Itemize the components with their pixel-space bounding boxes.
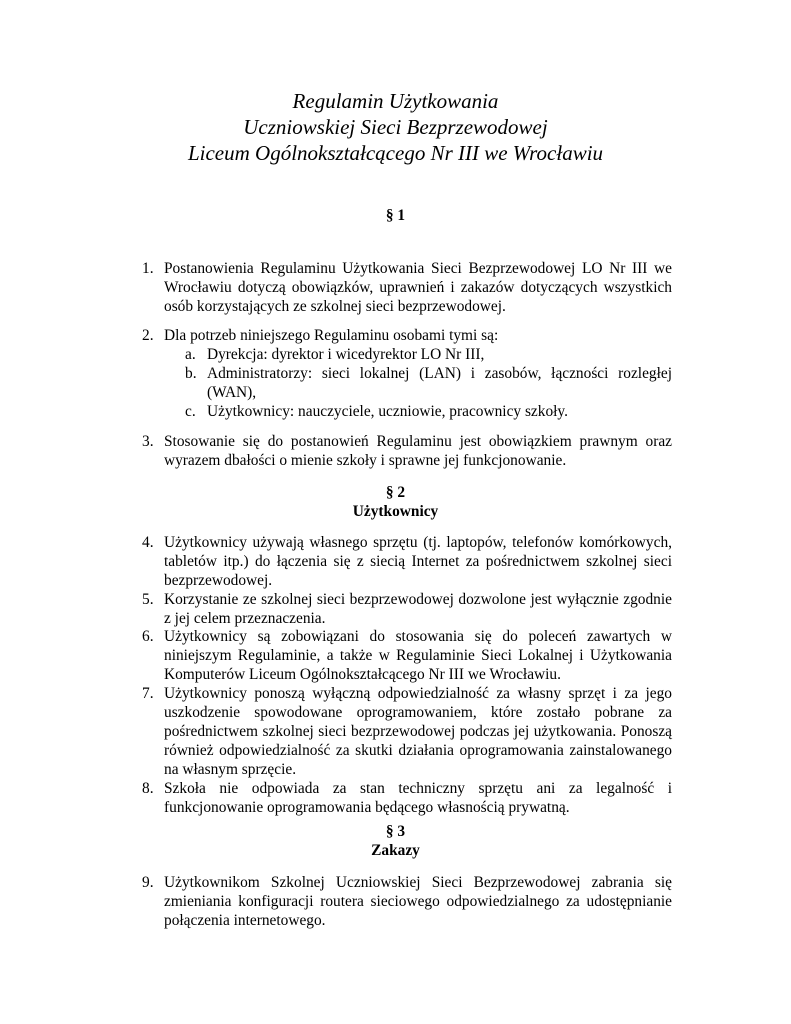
- sub-item-letter: c.: [185, 403, 196, 420]
- sub-item-a: [185, 345, 672, 364]
- title-line-1: Regulamin Użytkowania: [292, 89, 499, 113]
- item-text: Stosowanie się do postanowień Regulaminu jest obowiązkiem prawnym oraz wyrazem dbałości o mienie szkoły i sprawne jej funkcjonowanie.: [164, 433, 672, 469]
- section-3-subtitle: Zakazy: [371, 842, 420, 859]
- section-2-subtitle: Użytkownicy: [352, 503, 439, 520]
- section-2-heading: § 2: [385, 484, 406, 501]
- item-text: Dla potrzeb niniejszego Regulaminu osobami tymi są:: [164, 327, 499, 344]
- sub-item-letter: a.: [185, 346, 196, 363]
- item-text: Użytkownikom Szkolnej Uczniowskiej Sieci Bezprzewodowej zabrania się zmieniania konfiguracji routera sieciowego odpowiedzialnego za udostępnianie połączenia internetowego.: [164, 874, 672, 929]
- sub-item-text: Dyrekcja: dyrektor i wicedyrektor LO Nr III,: [207, 346, 485, 363]
- item-number: 7.: [142, 685, 154, 702]
- item-number: 4.: [142, 534, 154, 551]
- title-line-2: Uczniowskiej Sieci Bezprzewodowej: [243, 115, 548, 139]
- list-item-8: [142, 779, 672, 817]
- section-3-heading: § 3: [385, 823, 406, 840]
- list-item-9: [142, 873, 672, 930]
- sub-item-text: Administratorzy: sieci lokalnej (LAN) i zasobów, łączności rozległej (WAN),: [207, 365, 672, 401]
- list-item-6: [142, 627, 672, 684]
- list-item-7: [142, 684, 672, 779]
- sub-item-letter: b.: [185, 365, 197, 382]
- item-number: 1.: [142, 260, 154, 277]
- sub-item-text: Użytkownicy: nauczyciele, uczniowie, pracownicy szkoły.: [207, 403, 568, 420]
- item-text: Korzystanie ze szkolnej sieci bezprzewodowej dozwolone jest wyłącznie zgodnie z jej celem przeznaczenia.: [164, 591, 672, 627]
- item-number: 6.: [142, 628, 154, 645]
- item-number: 8.: [142, 780, 154, 797]
- item-text: Postanowienia Regulaminu Użytkowania Sieci Bezprzewodowej LO Nr III we Wrocławiu dotyczą obowiązków, uprawnień i zakazów dotyczących wszystkich osób korzystających ze szkolnej sieci bezprzewodowej.: [164, 260, 672, 315]
- item-number: 5.: [142, 591, 154, 608]
- section-1-heading: § 1: [385, 207, 406, 224]
- list-item-2: [142, 326, 672, 421]
- item-text: Użytkownicy ponoszą wyłączną odpowiedzialność za własny sprzęt i za jego uszkodzenie spowodowane oprogramowaniem, które zostało pobrane za pośrednictwem szkolnej sieci bezprzewodowej podczas jej użytkowania. Ponoszą również odpowiedzialność za skutki działania oprogramowania zainstalowanego na własnym sprzęcie.: [164, 685, 672, 778]
- document-title: [0, 88, 791, 166]
- item-number: 3.: [142, 433, 154, 450]
- list-item-1: [142, 259, 672, 316]
- list-item-4: [142, 533, 672, 590]
- item-number: 9.: [142, 874, 154, 891]
- title-line-3: Liceum Ogólnokształcącego Nr III we Wrocławiu: [187, 141, 604, 165]
- item-number: 2.: [142, 327, 154, 344]
- list-item-3: [142, 432, 672, 470]
- sub-item-c: [185, 402, 672, 421]
- item-text: Użytkownicy używają własnego sprzętu (tj. laptopów, telefonów komórkowych, tabletów itp.) do łączenia się z siecią Internet za pośrednictwem szkolnej sieci bezprzewodowej.: [164, 534, 672, 589]
- sub-item-b: [185, 364, 672, 402]
- item-text: Szkoła nie odpowiada za stan techniczny sprzętu ani za legalność i funkcjonowanie oprogramowania będącego własnością prywatną.: [164, 780, 672, 816]
- item-text: Użytkownicy są zobowiązani do stosowania się do poleceń zawartych w niniejszym Regulaminie, a także w Regulaminie Sieci Lokalnej i Użytkowania Komputerów Liceum Ogólnokształcącego Nr III we Wrocławiu.: [164, 628, 672, 683]
- list-item-5: [142, 590, 672, 628]
